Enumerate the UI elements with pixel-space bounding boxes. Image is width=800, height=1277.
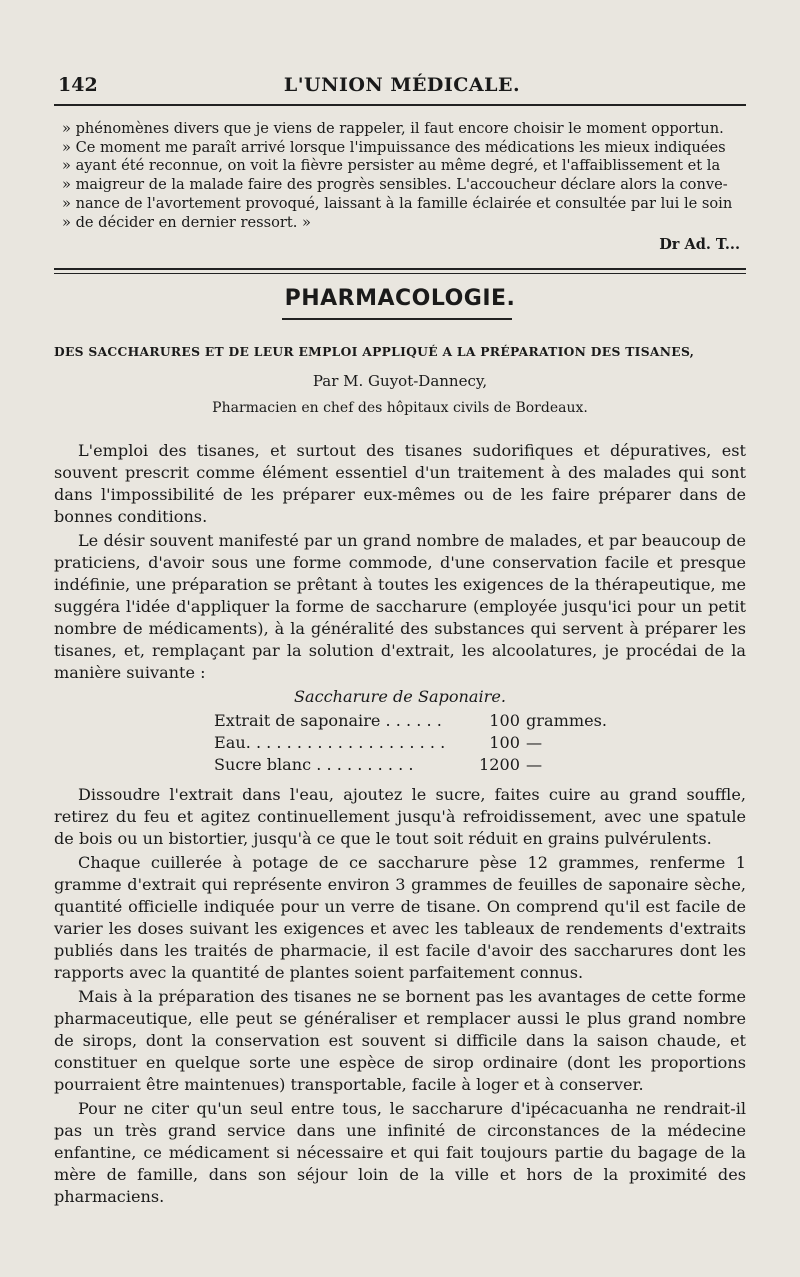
recipe-ingredient: Eau. . . . . . . . . . . . . . . . . . . . [214, 733, 446, 752]
recipe-unit: — [526, 733, 543, 752]
recipe-row [214, 754, 746, 776]
quote-line: » de décider en dernier ressort. » [62, 213, 311, 231]
quote-line: » Ce moment me paraît arrivé lorsque l'impuissance des médications les mieux indiquées [62, 138, 726, 156]
recipe-unit: grammes. [526, 711, 608, 730]
section-title-text: PHARMACOLOGIE. [284, 286, 516, 311]
recipe-row [214, 710, 746, 732]
quote-line: » ayant été reconnue, on voit la fièvre persister au même degré, et l'affaiblissement et la [62, 157, 721, 175]
quote-line: » phénomènes divers que je viens de rappeler, il faut encore choisir le moment opportun. [62, 120, 724, 137]
recipe-title: Saccharure de Saponaire. [294, 687, 506, 706]
header-rule [54, 104, 746, 106]
recipe-quantity: 100 [489, 711, 520, 730]
recipe-quantity: 100 [489, 733, 520, 752]
paragraph: Chaque cuillerée à potage de ce saccharure pèse 12 grammes, renferme 1 gramme d'extrait qui représente environ 3 grammes de feuilles de saponaire sèche, quantité officielle indiquée pour un verre de tisane. On comprend qu'il est facile de varier les doses suivant les exigences et avec les tableaux de rendements d'extraits publiés dans les traités de pharmacie, il est facile d'avoir des saccharures dont les rapports avec la quantité de plantes soient parfaitement connus. [54, 853, 746, 982]
running-title: L'UNION MÉDICALE. [283, 74, 521, 96]
recipe-ingredient: Sucre blanc . . . . . . . . . . [214, 755, 414, 774]
article-affiliation: Pharmacien en chef des hôpitaux civils de Bordeaux. [212, 400, 588, 416]
recipe-quantity: 1200 [479, 755, 520, 774]
recipe-row [214, 732, 746, 754]
paragraph: L'emploi des tisanes, et surtout des tisanes sudorifiques et dépuratives, est souvent prescrit comme élément essentiel d'un traitement à des malades qui sont dans l'impossibilité de les préparer eux-mêmes ou de les faire préparer dans de bonnes conditions. [54, 441, 746, 526]
paragraph: Le désir souvent manifesté par un grand nombre de malades, et par beaucoup de praticiens, d'avoir sous une forme commode, d'une conservation facile et presque indéfinie, une préparation se prêtant à toutes les exigences de la thérapeutique, me suggéra l'idée d'appliquer la forme de saccharure (employée jusqu'ici pour un petit nombre de médicaments), à la généralité des substances qui servent à préparer les tisanes, et, remplaçant par la solution d'extrait, les alcoolatures, je procédai de la manière suivante : [54, 531, 746, 682]
article-byline: Par M. Guyot-Dannecy, [312, 372, 488, 390]
quote-line: » maigreur de la malade faire des progrès sensibles. L'accoucheur déclare alors la conve- [62, 176, 728, 194]
quoted-passage [62, 120, 746, 232]
section-rule-top-thin [54, 273, 746, 274]
signature: Dr Ad. T... [659, 236, 740, 253]
paragraph: Dissoudre l'extrait dans l'eau, ajoutez le sucre, faites cuire au grand souffle, retirez du feu et agitez continuellement jusqu'à refroidissement, avec une spatule de bois ou un bistortier, jusqu'à ce que le tout soit réduit en grains pulvérulents. [54, 785, 746, 848]
page-header [58, 74, 746, 100]
recipe-ingredient: Extrait de saponaire . . . . . . [214, 711, 442, 730]
recipe-table [214, 710, 746, 776]
recipe-unit: — [526, 755, 543, 774]
page-number: 142 [58, 74, 98, 96]
section-rule-top [54, 268, 746, 270]
section-title-underline [282, 318, 512, 320]
article-title: DES SACCHARURES ET DE LEUR EMPLOI APPLIQUÉ A LA PRÉPARATION DES TISANES, [54, 344, 695, 359]
section-title [0, 286, 800, 311]
article-body [54, 440, 746, 1210]
paragraph: Pour ne citer qu'un seul entre tous, le saccharure d'ipécacuanha ne rendrait-il pas un très grand service dans une infinité de circonstances de la médecine enfantine, ce médicament si nécessaire et qui fait toujours partie du bagage de la mère de famille, dans son séjour loin de la ville et hors de la proximité des pharmaciens. [54, 1099, 746, 1206]
paragraph: Mais à la préparation des tisanes ne se bornent pas les avantages de cette forme pharmaceutique, elle peut se généraliser et remplacer aussi le plus grand nombre de sirops, dont la conservation est souvent si difficile dans la saison chaude, et constituer en quelque sorte une espèce de sirop ordinaire (dont les proportions pourraient être maintenues) transportable, facile à loger et à conserver. [54, 987, 746, 1094]
quote-line: » nance de l'avortement provoqué, laissant à la famille éclairée et consultée par lui le soin [62, 194, 733, 212]
